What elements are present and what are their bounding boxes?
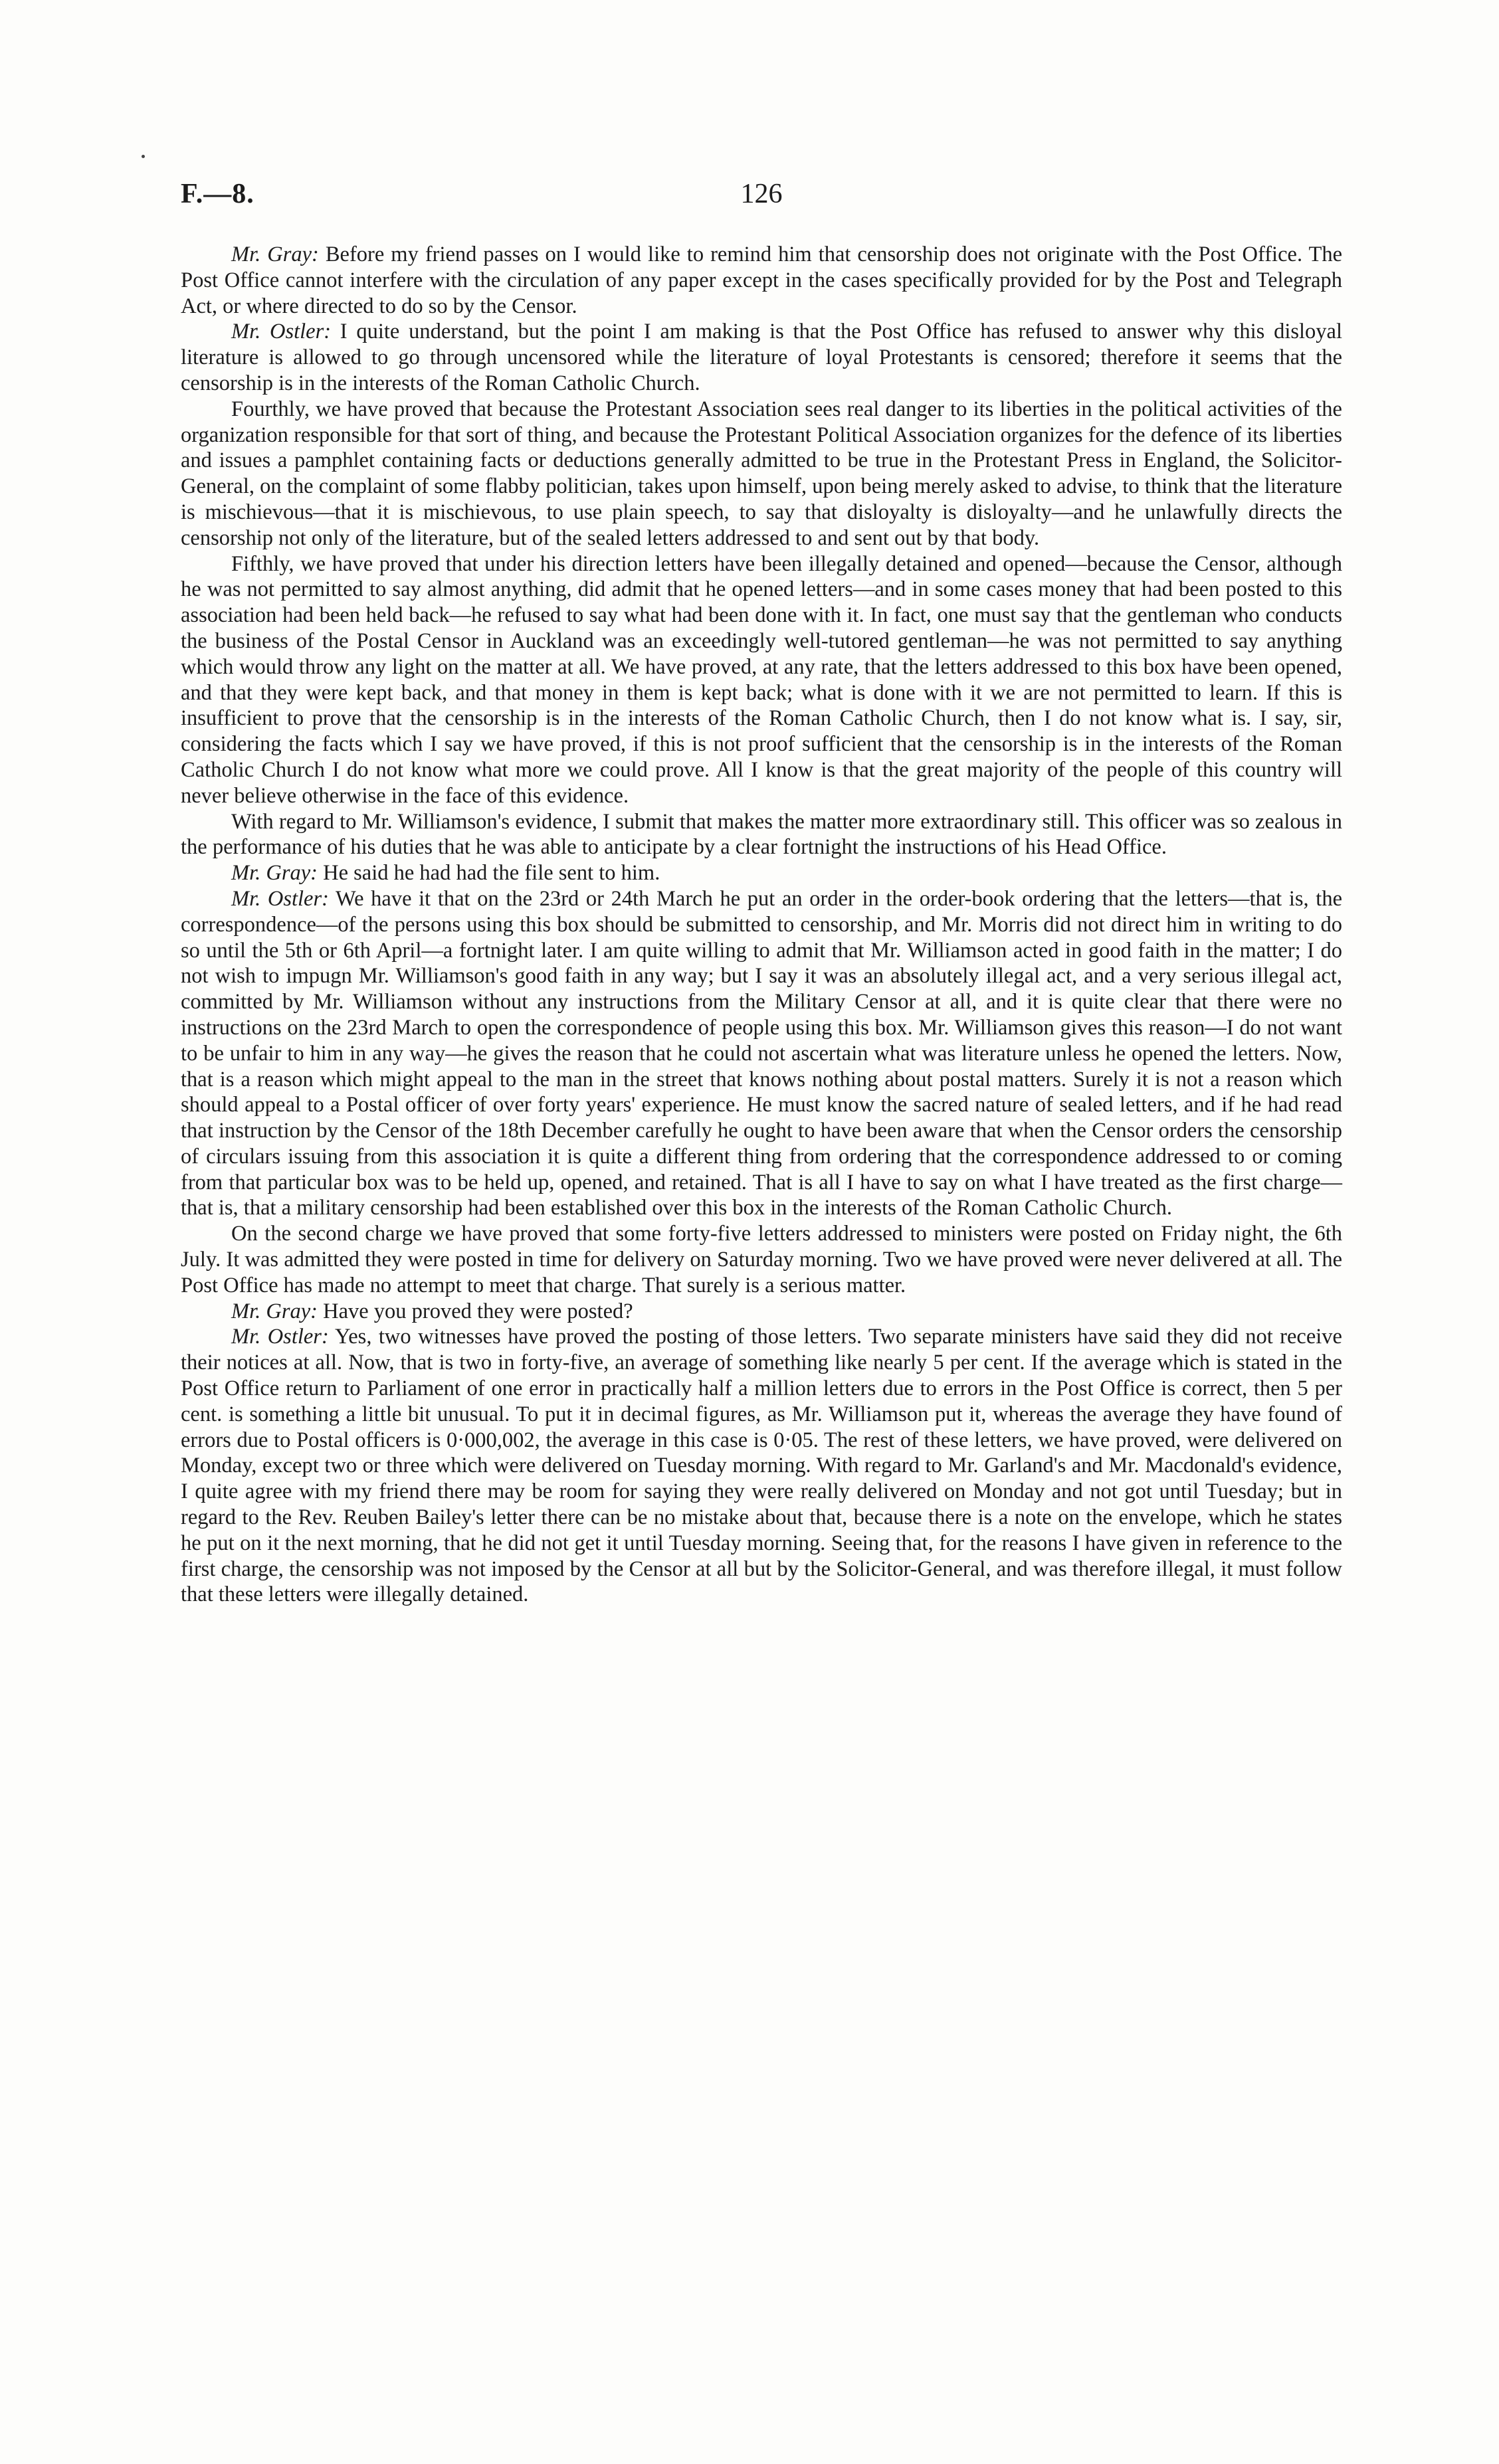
- page-speck: [142, 155, 145, 158]
- speaker-label: Mr. Gray:: [231, 1299, 318, 1323]
- document-reference: F.—8.: [181, 179, 254, 209]
- speaker-label: Mr. Gray:: [231, 242, 319, 266]
- paragraph-text: Have you proved they were posted?: [317, 1299, 633, 1323]
- paragraph-text: Fifthly, we have proved that under his direction letters have been illegally detained and opened—because the Censor, although he was not permitted to say almost anything, did admit that he opened letters—and in some cases money that had been posted to this association had been held back—he refused to say what had been done with it. In fact, one must say that the gentleman who conducts the business of the Postal Censor in Auckland was an exceedingly well-tutored gentleman—he was not permitted to say anything which would throw any light on the matter at all. We have proved, at any rate, that the letters addressed to this box have been opened, and that they were kept back, and that money in them is kept back; what is done with it we are not permitted to learn. If this is insufficient to prove that the censorship is in the interests of the Roman Catholic Church, then I do not know what is. I say, sir, considering the facts which I say we have proved, if this is not proof sufficient that the censorship is in the interests of the Roman Catholic Church I do not know what more we could prove. All I know is that the great majority of the people of this country will never believe otherwise in the face of this evidence.: [181, 551, 1342, 808]
- paragraph-text: Before my friend passes on I would like to remind him that censorship does not originate with the Post Office. The Post Office cannot interfere with the circulation of any paper except in the cases specifically provided for by the Post and Telegraph Act, or where directed to do so by the Censor.: [181, 242, 1343, 318]
- paragraph: [181, 860, 1342, 886]
- paragraph-text: With regard to Mr. Williamson's evidence, I submit that makes the matter more extraordinary still. This officer was so zealous in the performance of his duties that he was able to anticipate by a clear fortnight the instructions of his Head Office.: [181, 809, 1342, 860]
- paragraph-text: Fourthly, we have proved that because the Protestant Association sees real danger to its liberties in the political activities of the organization responsible for that sort of thing, and because the Protestant Political Association organizes for the defence of its liberties and issues a pamphlet containing facts or deductions generally admitted to be true in the Protestant Press in England, the Solicitor-General, on the complaint of some flabby politician, takes upon himself, upon being merely asked to advise, to think that the literature is mischievous—that it is mischievous, to use plain speech, to say that disloyalty is disloyalty—and he unlawfully directs the censorship not only of the literature, but of the sealed letters addressed to and sent out by that body.: [181, 397, 1342, 550]
- paragraph: [181, 1221, 1342, 1298]
- paragraph-text: I quite understand, but the point I am making is that the Post Office has refused to answer why this disloyal literature is allowed to go through uncensored while the literature of loyal Protestants is censored; therefore it seems that the censorship is in the interests of the Roman Catholic Church.: [181, 320, 1342, 395]
- paragraph: [181, 319, 1342, 396]
- paragraph: [181, 1324, 1342, 1608]
- paragraph-text: We have it that on the 23rd or 24th March he put an order in the order-book ordering that the letters—that is, the correspondence—of the persons using this box should be submitted to censorship, and Mr. Morris did not direct him in writing to do so until the 5th or 6th April—a fortnight later. I am quite willing to admit that Mr. Williamson acted in good faith in the matter; I do not wish to impugn Mr. Williamson's good faith in any way; but I say it was an absolutely illegal act, and a very serious illegal act, committed by Mr. Williamson without any instructions from the Military Censor at all, and it is quite clear that there were no instructions on the 23rd March to open the correspondence of people using this box. Mr. Williamson gives this reason—I do not want to be unfair to him in any way—he gives the reason that he could not ascertain what was literature unless he opened the letters. Now, that is a reason which might appeal to the man in the street that knows nothing about postal matters. Surely it is not a reason which should appeal to a Postal officer of over forty years' experience. He must know the sacred nature of sealed letters, and if he had read that instruction by the Censor of the 18th December carefully he ought to have been aware that when the Censor orders the censorship of circulars issuing from this association it is quite a different thing from ordering that the correspondence addressed to or coming from that particular box was to be held up, opened, and retained. That is all I have to say on what I have treated as the first charge—that is, that a military censorship had been established over this box in the interests of the Roman Catholic Church.: [181, 886, 1342, 1220]
- speaker-label: Mr. Ostler:: [231, 1325, 329, 1349]
- page-header: [181, 178, 1342, 218]
- paragraph: [181, 886, 1342, 1221]
- paragraph-text: On the second charge we have proved that some forty-five letters addressed to ministers were posted on Friday night, the 6th July. It was admitted they were posted in time for delivery on Saturday morning. Two we have proved were never delivered at all. The Post Office has made no attempt to meet that charge. That surely is a serious matter.: [181, 1222, 1342, 1297]
- speaker-label: Mr. Gray:: [231, 861, 318, 886]
- paragraph: [181, 1299, 1342, 1325]
- speaker-label: Mr. Ostler:: [231, 886, 329, 911]
- body-text: [181, 242, 1342, 1608]
- paragraph: [181, 809, 1342, 861]
- speaker-label: Mr. Ostler:: [231, 320, 332, 344]
- paragraph: [181, 242, 1342, 319]
- paragraph-text: Yes, two witnesses have proved the posting of those letters. Two separate ministers have said they did not receive their notices at all. Now, that is two in forty-five, an average of something like nearly 5 per cent. If the average which is stated in the Post Office return to Parliament of one error in practically half a million letters due to errors in the Post Office is correct, then 5 per cent. is something a little bit unusual. To put it in decimal figures, as Mr. Williamson put it, whereas the average they have found of errors due to Postal officers is 0·000,002, the average in this case is 0·05. The rest of these letters, we have proved, were delivered on Monday, except two or three which were delivered on Tuesday morning. With regard to Mr. Garland's and Mr. Macdonald's evidence, I quite agree with my friend there may be room for saying they were really delivered on Monday and not got until Tuesday; but in regard to the Rev. Reuben Bailey's letter there can be no mistake about that, because there is a note on the envelope, which he states he put on it the next morning, that he did not get it until Tuesday morning. Seeing that, for the reasons I have given in reference to the first charge, the censorship was not imposed by the Censor at all but by the Solicitor-General, and was therefore illegal, it must follow that these letters were illegally detained.: [181, 1325, 1342, 1607]
- paragraph-text: He said he had had the file sent to him.: [317, 861, 660, 886]
- page-number: 126: [740, 179, 783, 209]
- paragraph: [181, 397, 1342, 551]
- paragraph: [181, 551, 1342, 809]
